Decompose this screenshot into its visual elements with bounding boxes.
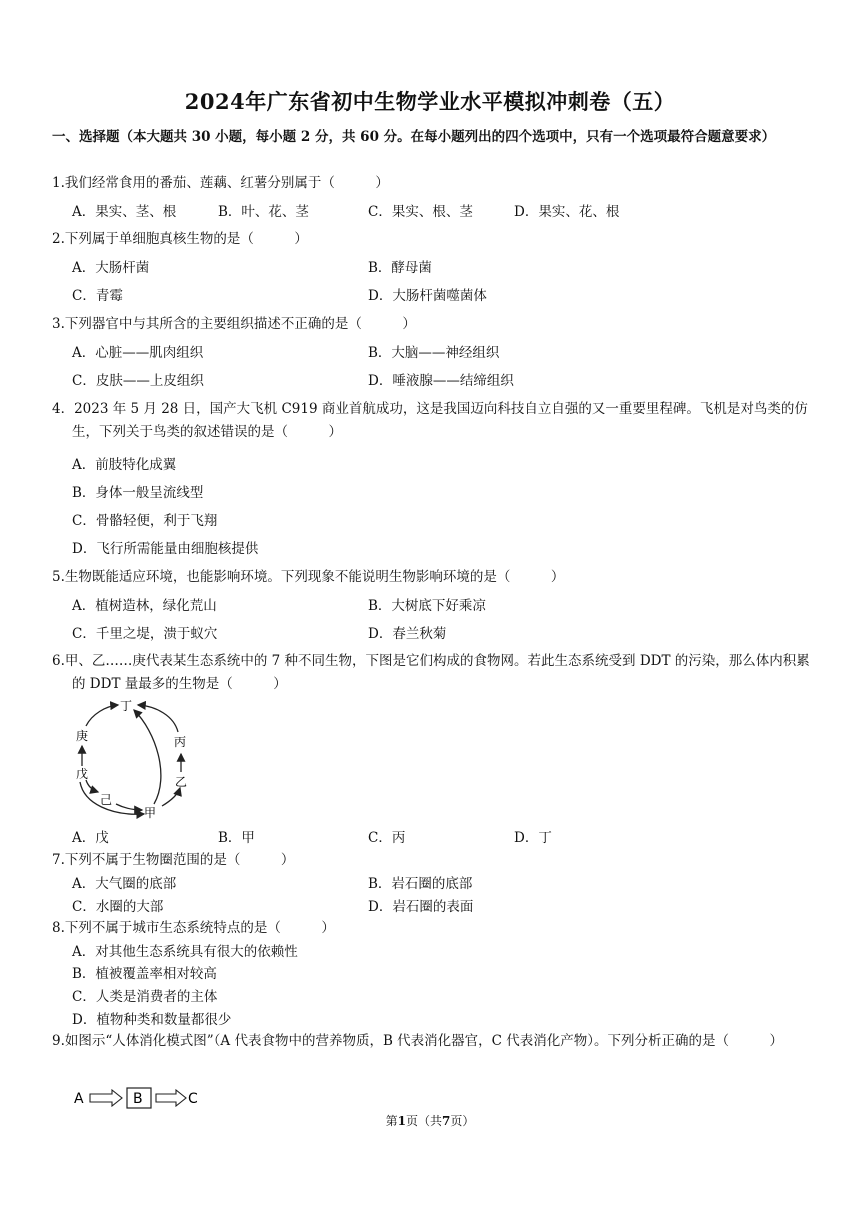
page-title: 2024年广东省初中生物学业水平模拟冲刺卷（五） — [184, 89, 676, 114]
edge-wu-ji — [86, 780, 98, 792]
section-heading: 一、选择题（本大题共 30 小题，每小题 2 分，共 60 分。在每小题列出的四个选项中，只有一个选项最符合题意要求） — [52, 129, 776, 145]
q7-option-a: A．大气圈的底部 — [72, 876, 177, 892]
question-1-stem: 1.我们经常食用的番茄、莲藕、红薯分别属于（ ） — [52, 175, 389, 191]
q7-option-b: B．岩石圈的底部 — [368, 876, 473, 892]
q7-option-d: D．岩石圈的表面 — [368, 899, 474, 915]
question-9-text: 9.如图示“人体消化模式图”（A 代表食物中的营养物质，B 代表消化器官，C 代表消化产物）。下列分析正确的是（ ） — [52, 1033, 784, 1049]
q4-option-d: D．飞行所需能量由细胞核提供 — [72, 541, 259, 557]
node-ji: 己 — [100, 793, 113, 807]
q5-option-d: D．春兰秋菊 — [368, 626, 447, 642]
q3-option-a: A．心脏——肌肉组织 — [72, 345, 204, 361]
page-footer — [0, 1112, 860, 1129]
q2-option-d: D．大肠杆菌噬菌体 — [368, 288, 487, 304]
diagram-label-b: B — [133, 1091, 143, 1107]
q1-option-b: B．叶、花、茎 — [218, 204, 309, 220]
diagram-label-a: A — [74, 1091, 84, 1107]
question-6-text: 6.甲、乙……庚代表某生态系统中的 7 种不同生物，下图是它们构成的食物网。若此生态系统受到 DDT 的污染，那么体内积累的 DDT 量最多的生物是（ ） — [52, 653, 810, 692]
q2-option-b: B．酵母菌 — [368, 260, 432, 276]
question-4-stem — [52, 398, 822, 444]
edge-jia-yi — [162, 788, 180, 806]
diagram-arrow-1 — [90, 1090, 122, 1106]
footer-mid: 页（共 — [405, 1114, 442, 1128]
digestion-diagram — [72, 1086, 212, 1110]
node-wu: 戊 — [76, 767, 89, 781]
question-4-text: 4．2023 年 5 月 28 日，国产大飞机 C919 商业首航成功，这是我国迈向科技自立自强的又一重要里程碑。飞机是对鸟类的仿生，下列关于鸟类的叙述错误的是（ ） — [52, 401, 808, 440]
q6-option-a: A．戊 — [72, 830, 109, 846]
q6-option-d: D．丁 — [514, 830, 552, 846]
node-jia: 甲 — [144, 806, 157, 820]
q8-option-c: C．人类是消费者的主体 — [72, 989, 218, 1005]
question-3-stem: 3.下列器官中与其所含的主要组织描述不正确的是（ ） — [52, 316, 416, 332]
edge-geng-ding — [86, 705, 118, 726]
q7-option-c: C．水圈的大部 — [72, 899, 164, 915]
footer-page-number: 1 — [397, 1114, 406, 1128]
question-8-stem: 8.下列不属于城市生态系统特点的是（ ） — [52, 920, 335, 936]
q5-option-c: C．千里之堤，溃于蚁穴 — [72, 626, 218, 642]
node-yi: 乙 — [175, 775, 188, 789]
q2-option-a: A．大肠杆菌 — [72, 260, 150, 276]
q1-option-c: C．果实、根、茎 — [368, 204, 473, 220]
q6-option-c: C．丙 — [368, 830, 406, 846]
q3-option-d: D．唾液腺——结缔组织 — [368, 373, 514, 389]
q4-option-c: C．骨骼轻便，利于飞翔 — [72, 513, 218, 529]
q4-option-b: B．身体一般呈流线型 — [72, 485, 204, 501]
q8-option-b: B．植被覆盖率相对较高 — [72, 966, 217, 982]
q1-option-d: D．果实、花、根 — [514, 204, 620, 220]
node-geng: 庚 — [76, 729, 89, 743]
question-7-stem: 7.下列不属于生物圈范围的是（ ） — [52, 852, 295, 868]
q8-option-d: D．植物种类和数量都很少 — [72, 1012, 232, 1028]
node-ding: 丁 — [120, 699, 133, 713]
q3-option-b: B．大脑——神经组织 — [368, 345, 500, 361]
q5-option-b: B．大树底下好乘凉 — [368, 598, 486, 614]
question-5-stem: 5.生物既能适应环境，也能影响环境。下列现象不能说明生物影响环境的是（ ） — [52, 569, 565, 585]
footer-total-pages: 7 — [442, 1114, 451, 1128]
q8-option-a: A．对其他生态系统具有很大的依赖性 — [72, 944, 298, 960]
diagram-arrow-2 — [156, 1090, 186, 1106]
diagram-label-c: C — [188, 1091, 198, 1107]
q4-option-a: A．前肢特化成翼 — [72, 457, 177, 473]
footer-prefix: 第 — [385, 1114, 398, 1128]
q1-option-a: A．果实、茎、根 — [72, 204, 177, 220]
question-9-stem — [52, 1030, 822, 1053]
node-bing: 丙 — [174, 735, 187, 749]
edge-bing-ding — [138, 705, 178, 732]
question-6-stem — [52, 650, 822, 696]
edge-jia-ding — [134, 710, 161, 804]
footer-suffix: 页） — [450, 1114, 475, 1128]
food-web-diagram — [60, 696, 210, 822]
edge-ji-jia — [116, 804, 142, 810]
question-2-stem: 2.下列属于单细胞真核生物的是（ ） — [52, 231, 308, 247]
q2-option-c: C．青霉 — [72, 288, 123, 304]
q6-option-b: B．甲 — [218, 830, 255, 846]
q3-option-c: C．皮肤——上皮组织 — [72, 373, 204, 389]
q5-option-a: A．植树造林，绿化荒山 — [72, 598, 217, 614]
